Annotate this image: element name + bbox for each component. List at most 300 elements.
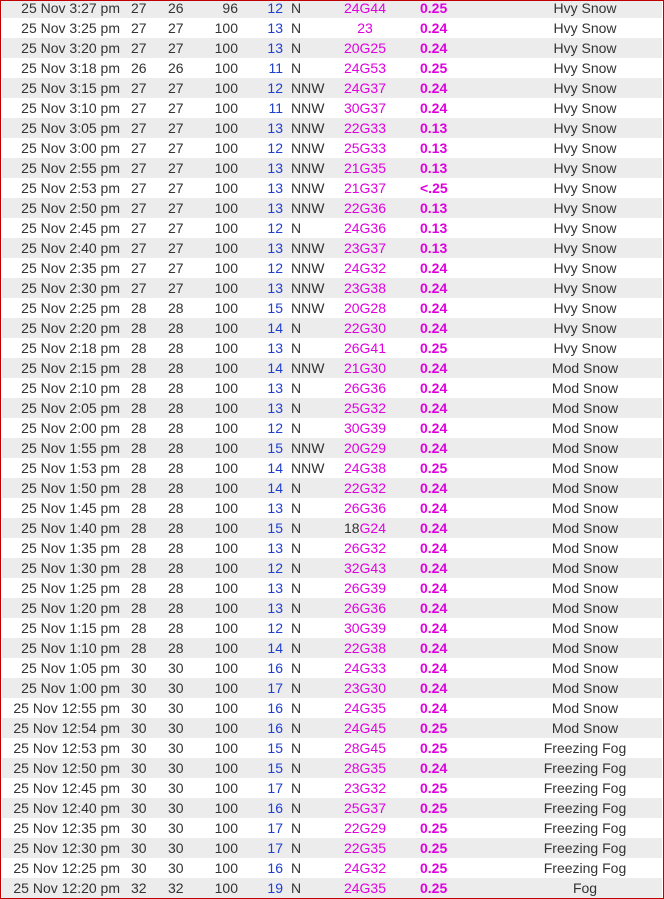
obs-wind-speed: 13: [267, 500, 283, 516]
obs-humidity: 100: [214, 660, 238, 676]
obs-wind-speed: 12: [267, 420, 283, 436]
obs-gust-speed: 22: [343, 320, 360, 336]
obs-wind-speed: 17: [267, 780, 283, 796]
obs-wind-speed: 19: [267, 880, 283, 896]
table-row: [2, 558, 662, 578]
table-row: [2, 458, 662, 478]
obs-humidity: 96: [222, 0, 238, 16]
obs-gust-speed: 23: [343, 780, 360, 796]
obs-weather: Mod Snow: [551, 360, 619, 376]
obs-time: 25 Nov 3:25 pm: [21, 20, 120, 36]
obs-wind-direction: N: [291, 500, 302, 516]
obs-wind-direction: N: [291, 720, 302, 736]
obs-humidity: 100: [214, 300, 238, 316]
obs-gust-marker: G36: [359, 220, 387, 236]
obs-gust-marker: G37: [359, 180, 387, 196]
obs-wind-direction: NNW: [291, 260, 325, 276]
obs-humidity: 100: [214, 700, 238, 716]
obs-gust-speed: 26: [343, 540, 360, 556]
obs-wind-speed: 12: [267, 0, 283, 16]
obs-temperature: 27: [131, 260, 147, 276]
obs-temperature: 27: [131, 220, 147, 236]
obs-wind-direction: NNW: [291, 180, 325, 196]
obs-wind-direction: NNW: [291, 200, 325, 216]
table-row: [2, 438, 662, 458]
obs-wind-direction: N: [291, 560, 302, 576]
obs-gust-speed: 22: [343, 640, 360, 656]
obs-humidity: 100: [214, 280, 238, 296]
obs-wind-speed: 12: [267, 140, 283, 156]
obs-gust-marker: G37: [359, 240, 387, 256]
obs-precip: 0.13: [420, 220, 448, 236]
obs-gust-speed: 21: [343, 160, 360, 176]
obs-wind-speed: 13: [267, 580, 283, 596]
obs-wind-speed: 16: [267, 860, 283, 876]
obs-wind-direction: N: [291, 40, 302, 56]
obs-weather: Mod Snow: [551, 540, 619, 556]
obs-precip: 0.24: [420, 280, 448, 296]
obs-gust-speed: 21: [343, 180, 360, 196]
obs-precip: 0.25: [420, 340, 448, 356]
obs-gust: [332, 558, 398, 578]
obs-dewpoint: 30: [168, 820, 184, 836]
obs-precip: 0.25: [420, 860, 448, 876]
obs-gust: [332, 418, 398, 438]
obs-gust-marker: G37: [359, 800, 387, 816]
obs-time: 25 Nov 1:20 pm: [21, 600, 120, 616]
obs-precip: 0.24: [420, 320, 448, 336]
obs-precip: 0.24: [420, 360, 448, 376]
obs-wind-direction: N: [291, 860, 302, 876]
obs-gust: [332, 358, 398, 378]
obs-precip: 0.24: [420, 600, 448, 616]
obs-temperature: 28: [131, 560, 147, 576]
obs-precip: 0.24: [420, 680, 448, 696]
obs-gust: [332, 178, 398, 198]
obs-weather: Hvy Snow: [553, 80, 617, 96]
obs-gust: [332, 318, 398, 338]
obs-dewpoint: 28: [168, 520, 184, 536]
obs-wind-speed: 13: [267, 200, 283, 216]
table-row: [2, 158, 662, 178]
obs-gust: [332, 278, 398, 298]
obs-weather: Hvy Snow: [553, 0, 617, 16]
obs-precip: 0.24: [420, 700, 448, 716]
obs-gust-speed: 28: [343, 760, 360, 776]
obs-gust: [332, 498, 398, 518]
obs-precip: 0.25: [420, 0, 448, 16]
obs-wind-direction: NNW: [291, 360, 325, 376]
obs-gust-marker: G24: [359, 520, 387, 536]
obs-wind-speed: 15: [267, 760, 283, 776]
obs-gust-speed: 20: [343, 300, 360, 316]
obs-gust: [332, 338, 398, 358]
obs-gust: [332, 78, 398, 98]
obs-temperature: 30: [131, 780, 147, 796]
obs-wind-direction: NNW: [291, 140, 325, 156]
obs-time: 25 Nov 12:45 pm: [13, 780, 120, 796]
obs-weather: Freezing Fog: [543, 740, 627, 756]
obs-dewpoint: 27: [168, 220, 184, 236]
obs-precip: 0.13: [420, 140, 448, 156]
table-row: [2, 598, 662, 618]
obs-gust-marker: G29: [359, 820, 387, 836]
obs-humidity: 100: [214, 540, 238, 556]
obs-wind-direction: N: [291, 880, 302, 896]
obs-gust: [332, 118, 398, 138]
table-row: [2, 838, 662, 858]
obs-dewpoint: 28: [168, 460, 184, 476]
obs-gust-speed: 32: [343, 560, 360, 576]
obs-dewpoint: 28: [168, 380, 184, 396]
obs-time: 25 Nov 3:15 pm: [21, 80, 120, 96]
obs-gust: [332, 658, 398, 678]
obs-gust: [332, 158, 398, 178]
table-row: [2, 698, 662, 718]
obs-time: 25 Nov 2:18 pm: [21, 340, 120, 356]
obs-gust-marker: G36: [359, 600, 387, 616]
obs-precip: 0.25: [420, 780, 448, 796]
obs-wind-speed: 11: [268, 60, 283, 76]
obs-precip: 0.24: [420, 540, 448, 556]
obs-gust-speed: 24: [343, 880, 360, 896]
obs-time: 25 Nov 12:40 pm: [13, 800, 120, 816]
obs-weather: Hvy Snow: [553, 60, 617, 76]
obs-dewpoint: 28: [168, 360, 184, 376]
obs-wind-direction: NNW: [291, 440, 325, 456]
obs-time: 25 Nov 1:35 pm: [21, 540, 120, 556]
obs-precip: 0.24: [420, 80, 448, 96]
obs-wind-direction: NNW: [291, 460, 325, 476]
obs-gust-marker: G37: [359, 80, 387, 96]
obs-gust-marker: G36: [359, 200, 387, 216]
obs-temperature: 27: [131, 20, 147, 36]
obs-precip: 0.13: [420, 240, 448, 256]
obs-time: 25 Nov 12:54 pm: [13, 720, 120, 736]
table-row: [2, 58, 662, 78]
obs-time: 25 Nov 1:40 pm: [21, 520, 120, 536]
obs-gust-marker: G30: [359, 320, 387, 336]
obs-humidity: 100: [214, 600, 238, 616]
obs-temperature: 28: [131, 300, 147, 316]
obs-wind-direction: NNW: [291, 100, 325, 116]
obs-gust: [332, 538, 398, 558]
obs-weather: Hvy Snow: [553, 280, 617, 296]
obs-dewpoint: 30: [168, 860, 184, 876]
table-row: [2, 818, 662, 838]
obs-weather: Freezing Fog: [543, 840, 627, 856]
obs-temperature: 27: [131, 160, 147, 176]
obs-humidity: 100: [214, 240, 238, 256]
obs-dewpoint: 28: [168, 580, 184, 596]
obs-wind-speed: 12: [267, 80, 283, 96]
obs-time: 25 Nov 1:15 pm: [21, 620, 120, 636]
table-row: [2, 858, 662, 878]
table-row: [2, 358, 662, 378]
obs-humidity: 100: [214, 480, 238, 496]
obs-humidity: 100: [214, 140, 238, 156]
obs-wind-speed: 13: [267, 20, 283, 36]
obs-temperature: 27: [131, 40, 147, 56]
obs-wind-speed: 13: [267, 600, 283, 616]
obs-dewpoint: 27: [168, 20, 184, 36]
obs-wind-direction: N: [291, 740, 302, 756]
obs-precip: 0.24: [420, 560, 448, 576]
obs-gust: [332, 678, 398, 698]
obs-temperature: 28: [131, 620, 147, 636]
obs-dewpoint: 28: [168, 560, 184, 576]
obs-gust-marker: G36: [359, 380, 387, 396]
obs-precip: 0.25: [420, 740, 448, 756]
obs-humidity: 100: [214, 580, 238, 596]
obs-temperature: 28: [131, 420, 147, 436]
obs-wind-speed: 13: [267, 180, 283, 196]
obs-gust: [332, 638, 398, 658]
obs-dewpoint: 26: [168, 60, 184, 76]
obs-humidity: 100: [214, 620, 238, 636]
obs-weather: Hvy Snow: [553, 340, 617, 356]
obs-dewpoint: 30: [168, 840, 184, 856]
obs-time: 25 Nov 3:20 pm: [21, 40, 120, 56]
obs-weather: Hvy Snow: [553, 220, 617, 236]
obs-wind-direction: N: [291, 20, 302, 36]
obs-humidity: 100: [214, 220, 238, 236]
obs-time: 25 Nov 2:53 pm: [21, 180, 120, 196]
table-row: [2, 98, 662, 118]
obs-wind-speed: 17: [267, 680, 283, 696]
table-row: [2, 258, 662, 278]
obs-wind-direction: N: [291, 60, 302, 76]
obs-wind-speed: 13: [267, 240, 283, 256]
table-row: [2, 38, 662, 58]
obs-time: 25 Nov 12:20 pm: [13, 880, 120, 896]
obs-humidity: 100: [214, 880, 238, 896]
obs-gust-speed: 20: [343, 40, 360, 56]
obs-gust-marker: G44: [359, 0, 387, 16]
obs-gust-speed: 21: [343, 360, 360, 376]
obs-time: 25 Nov 3:00 pm: [21, 140, 120, 156]
obs-weather: Hvy Snow: [553, 100, 617, 116]
obs-humidity: 100: [214, 860, 238, 876]
obs-precip: 0.25: [420, 880, 448, 896]
obs-dewpoint: 30: [168, 760, 184, 776]
obs-humidity: 100: [214, 440, 238, 456]
obs-gust-speed: 30: [343, 100, 360, 116]
obs-dewpoint: 28: [168, 420, 184, 436]
obs-gust-speed: 24: [343, 220, 360, 236]
obs-gust: [332, 858, 398, 878]
obs-gust-marker: G36: [359, 500, 387, 516]
table-row: [2, 618, 662, 638]
obs-gust-marker: G28: [359, 300, 387, 316]
obs-weather: Hvy Snow: [553, 300, 617, 316]
obs-gust-marker: G35: [359, 840, 387, 856]
obs-time: 25 Nov 1:05 pm: [21, 660, 120, 676]
table-row: [2, 198, 662, 218]
obs-wind-speed: 15: [267, 520, 283, 536]
obs-precip: 0.24: [420, 640, 448, 656]
obs-weather: Hvy Snow: [553, 160, 617, 176]
obs-gust-speed: 24: [343, 0, 360, 16]
obs-time: 25 Nov 2:55 pm: [21, 160, 120, 176]
obs-weather: Mod Snow: [551, 380, 619, 396]
obs-gust: [332, 238, 398, 258]
obs-dewpoint: 30: [168, 660, 184, 676]
obs-wind-speed: 17: [267, 840, 283, 856]
obs-wind-direction: N: [291, 320, 302, 336]
obs-dewpoint: 28: [168, 620, 184, 636]
obs-time: 25 Nov 1:45 pm: [21, 500, 120, 516]
obs-temperature: 28: [131, 520, 147, 536]
obs-precip: 0.25: [420, 820, 448, 836]
obs-wind-direction: NNW: [291, 80, 325, 96]
obs-temperature: 27: [131, 100, 147, 116]
table-row: [2, 278, 662, 298]
obs-wind-speed: 14: [267, 360, 283, 376]
obs-dewpoint: 27: [168, 240, 184, 256]
obs-gust-speed: 22: [343, 200, 360, 216]
obs-precip: 0.24: [420, 620, 448, 636]
obs-gust-marker: G32: [359, 780, 387, 796]
obs-gust-speed: 23: [343, 240, 360, 256]
obs-gust-marker: G45: [359, 720, 387, 736]
obs-temperature: 28: [131, 360, 147, 376]
obs-weather: Fog: [572, 880, 598, 896]
obs-wind-speed: 14: [267, 460, 283, 476]
obs-precip: 0.25: [420, 840, 448, 856]
obs-precip: 0.24: [420, 100, 448, 116]
obs-gust-speed: 30: [343, 620, 360, 636]
obs-humidity: 100: [214, 760, 238, 776]
obs-gust: [332, 778, 398, 798]
obs-wind-speed: 12: [267, 260, 283, 276]
obs-weather: Mod Snow: [551, 500, 619, 516]
obs-humidity: 100: [214, 680, 238, 696]
table-row: [2, 738, 662, 758]
obs-wind-speed: 16: [267, 700, 283, 716]
obs-time: 25 Nov 1:00 pm: [21, 680, 120, 696]
obs-time: 25 Nov 2:15 pm: [21, 360, 120, 376]
obs-wind-speed: 13: [267, 160, 283, 176]
obs-wind-direction: N: [291, 340, 302, 356]
obs-temperature: 27: [131, 140, 147, 156]
obs-temperature: 27: [131, 120, 147, 136]
obs-time: 25 Nov 2:50 pm: [21, 200, 120, 216]
obs-temperature: 30: [131, 700, 147, 716]
obs-weather: Mod Snow: [551, 640, 619, 656]
obs-wind-speed: 15: [267, 440, 283, 456]
obs-weather: Hvy Snow: [553, 120, 617, 136]
obs-gust-speed: 22: [343, 840, 360, 856]
table-row: [2, 238, 662, 258]
table-row: [2, 638, 662, 658]
obs-time: 25 Nov 12:50 pm: [13, 760, 120, 776]
obs-humidity: 100: [214, 340, 238, 356]
obs-temperature: 30: [131, 800, 147, 816]
table-row: [2, 518, 662, 538]
obs-time: 25 Nov 3:27 pm: [21, 0, 120, 16]
obs-temperature: 28: [131, 500, 147, 516]
obs-temperature: 30: [131, 760, 147, 776]
obs-wind-direction: N: [291, 800, 302, 816]
obs-gust-marker: G38: [359, 640, 387, 656]
obs-dewpoint: 27: [168, 200, 184, 216]
obs-wind-direction: N: [291, 820, 302, 836]
obs-dewpoint: 28: [168, 300, 184, 316]
obs-time: 25 Nov 1:30 pm: [21, 560, 120, 576]
obs-dewpoint: 28: [168, 440, 184, 456]
obs-weather: Mod Snow: [551, 600, 619, 616]
obs-weather: Mod Snow: [551, 700, 619, 716]
obs-weather: Hvy Snow: [553, 40, 617, 56]
obs-time: 25 Nov 12:55 pm: [13, 700, 120, 716]
obs-gust: [332, 598, 398, 618]
obs-gust: [332, 438, 398, 458]
obs-gust-marker: G39: [359, 620, 387, 636]
obs-gust: [332, 218, 398, 238]
table-row: [2, 338, 662, 358]
obs-weather: Mod Snow: [551, 520, 619, 536]
obs-gust: [332, 298, 398, 318]
obs-time: 25 Nov 2:00 pm: [21, 420, 120, 436]
obs-wind-speed: 14: [267, 320, 283, 336]
obs-gust-marker: G38: [359, 280, 387, 296]
obs-time: 25 Nov 3:18 pm: [21, 60, 120, 76]
obs-weather: Mod Snow: [551, 460, 619, 476]
obs-gust-speed: 26: [343, 380, 360, 396]
obs-wind-direction: N: [291, 580, 302, 596]
obs-temperature: 28: [131, 400, 147, 416]
obs-humidity: 100: [214, 120, 238, 136]
obs-humidity: 100: [214, 400, 238, 416]
obs-gust: [332, 718, 398, 738]
obs-temperature: 28: [131, 580, 147, 596]
obs-humidity: 100: [214, 500, 238, 516]
obs-wind-direction: N: [291, 640, 302, 656]
obs-dewpoint: 27: [168, 100, 184, 116]
obs-time: 25 Nov 2:25 pm: [21, 300, 120, 316]
obs-precip: 0.13: [420, 120, 448, 136]
obs-wind-speed: 17: [267, 820, 283, 836]
obs-gust-marker: G30: [359, 360, 387, 376]
obs-gust-speed: 30: [343, 420, 360, 436]
table-row: [2, 418, 662, 438]
obs-gust-marker: G25: [359, 40, 387, 56]
obs-precip: 0.13: [420, 160, 448, 176]
obs-precip: 0.24: [420, 760, 448, 776]
observations-rows: [2, 0, 662, 898]
obs-time: 25 Nov 2:35 pm: [21, 260, 120, 276]
obs-humidity: 100: [214, 380, 238, 396]
obs-temperature: 30: [131, 660, 147, 676]
obs-temperature: 28: [131, 600, 147, 616]
obs-wind-speed: 16: [267, 720, 283, 736]
obs-wind-direction: N: [291, 380, 302, 396]
obs-wind-direction: N: [291, 660, 302, 676]
table-row: [2, 318, 662, 338]
obs-wind-direction: NNW: [291, 240, 325, 256]
obs-wind-speed: 13: [267, 40, 283, 56]
obs-time: 25 Nov 12:25 pm: [13, 860, 120, 876]
obs-wind-speed: 15: [267, 300, 283, 316]
table-row: [2, 298, 662, 318]
obs-wind-direction: N: [291, 760, 302, 776]
obs-weather: Hvy Snow: [553, 240, 617, 256]
obs-gust: [332, 878, 398, 898]
obs-gust: [332, 478, 398, 498]
table-row: [2, 778, 662, 798]
obs-time: 25 Nov 1:53 pm: [21, 460, 120, 476]
